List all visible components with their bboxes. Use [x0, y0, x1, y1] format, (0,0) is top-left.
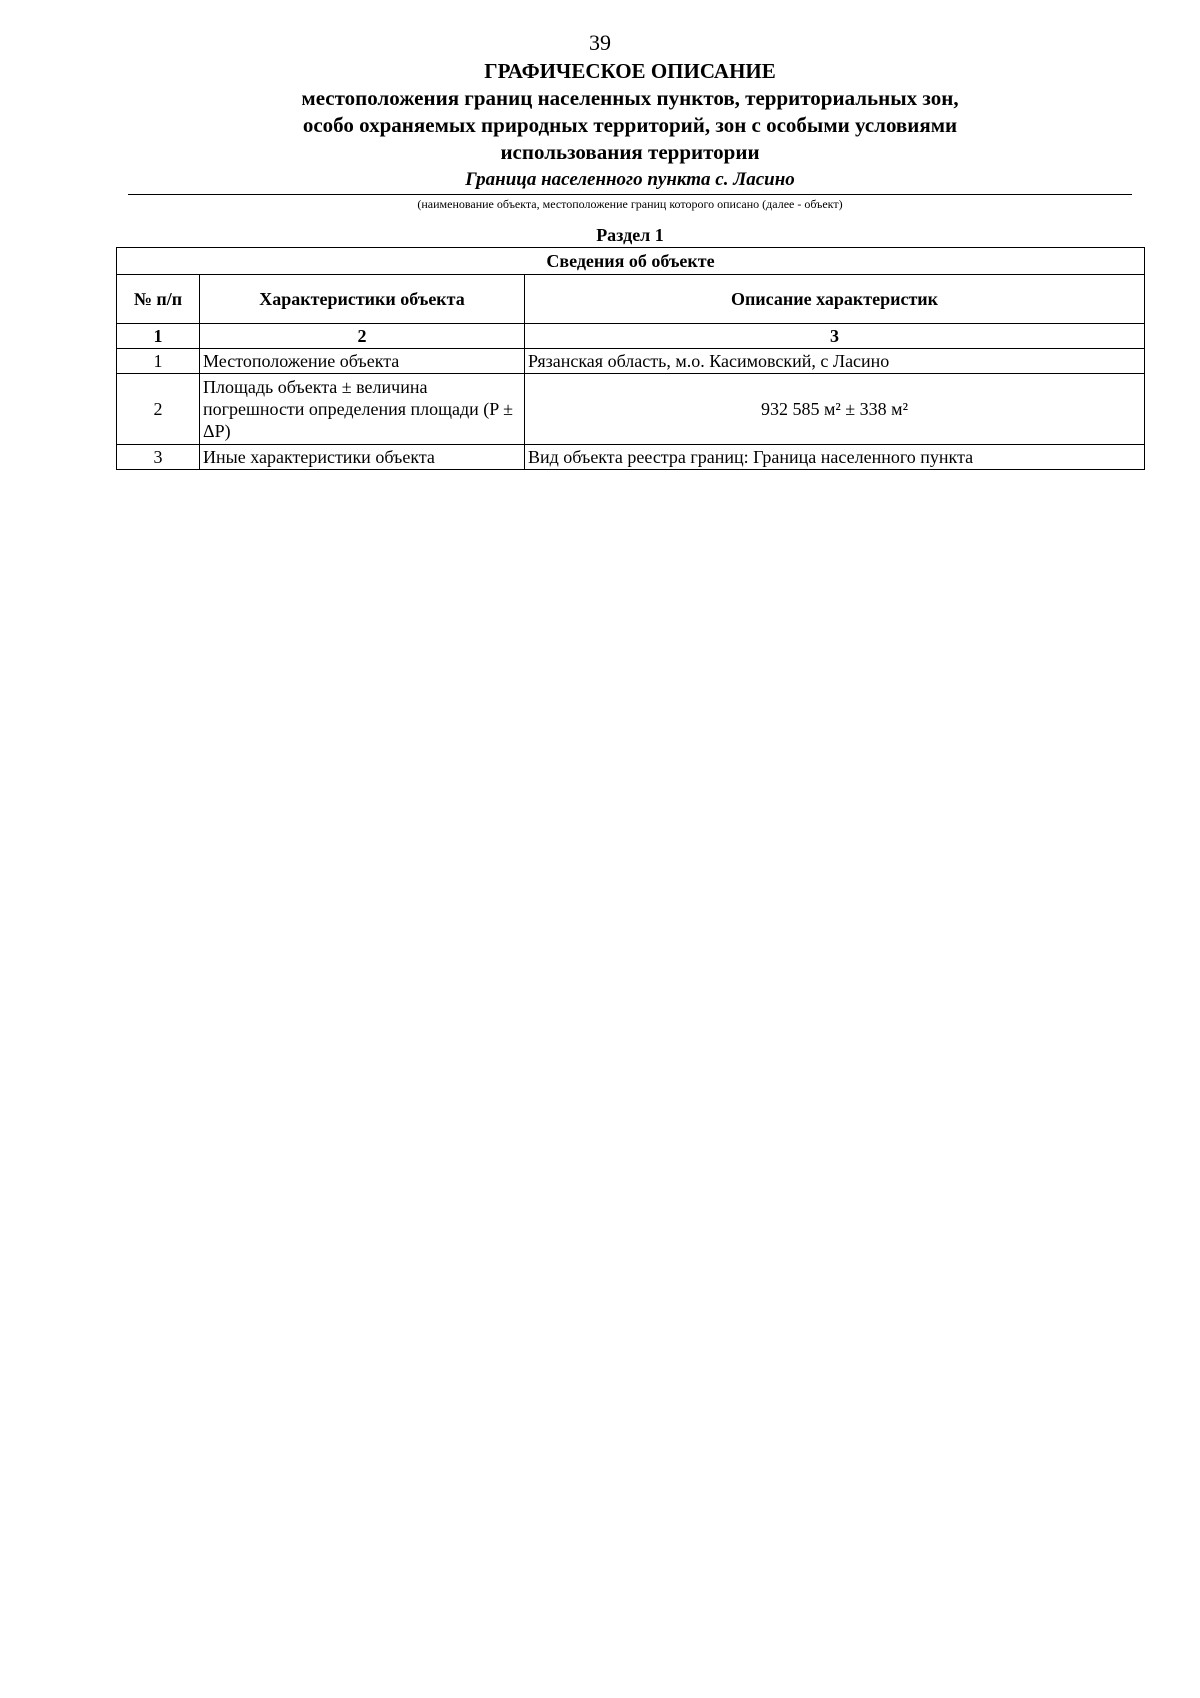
row-description: Вид объекта реестра границ: Граница населенного пункта [525, 445, 1145, 470]
table-row [117, 374, 1145, 445]
row-number: 1 [117, 349, 200, 374]
object-name: Граница населенного пункта с. Ласино [128, 168, 1132, 195]
column-header-description: Описание характеристик [525, 275, 1145, 324]
column-number: 1 [117, 324, 200, 349]
table-caption: Сведения об объекте [117, 248, 1145, 275]
object-caption: (наименование объекта, местоположение границ которого описано (далее - объект) [417, 197, 843, 211]
column-header-characteristic: Характеристики объекта [200, 275, 525, 324]
column-number: 2 [200, 324, 525, 349]
document-subtitle: местоположения границ населенных пунктов, территориальных зон, особо охраняемых природных территорий, зон с особыми условиями использования территории [301, 86, 959, 164]
column-number: 3 [525, 324, 1145, 349]
table-header-row [117, 275, 1145, 324]
row-characteristic: Иные характеристики объекта [200, 445, 525, 470]
document-title: ГРАФИЧЕСКОЕ ОПИСАНИЕ [484, 59, 776, 83]
table-row [117, 349, 1145, 374]
row-description: 932 585 м² ± 338 м² [525, 374, 1145, 445]
row-characteristic: Площадь объекта ± величина погрешности определения площади (P ± ΔP) [200, 374, 525, 445]
table-row [117, 445, 1145, 470]
page-number: 39 [589, 30, 611, 55]
section-title: Раздел 1 [596, 225, 664, 245]
object-info-table [116, 247, 1145, 470]
row-number: 2 [117, 374, 200, 445]
row-number: 3 [117, 445, 200, 470]
column-number-row [117, 324, 1145, 349]
table-caption-row [117, 248, 1145, 275]
title-block [128, 58, 1132, 212]
row-characteristic: Местоположение объекта [200, 349, 525, 374]
row-description: Рязанская область, м.о. Касимовский, с Ласино [525, 349, 1145, 374]
column-header-number: № п/п [117, 275, 200, 324]
